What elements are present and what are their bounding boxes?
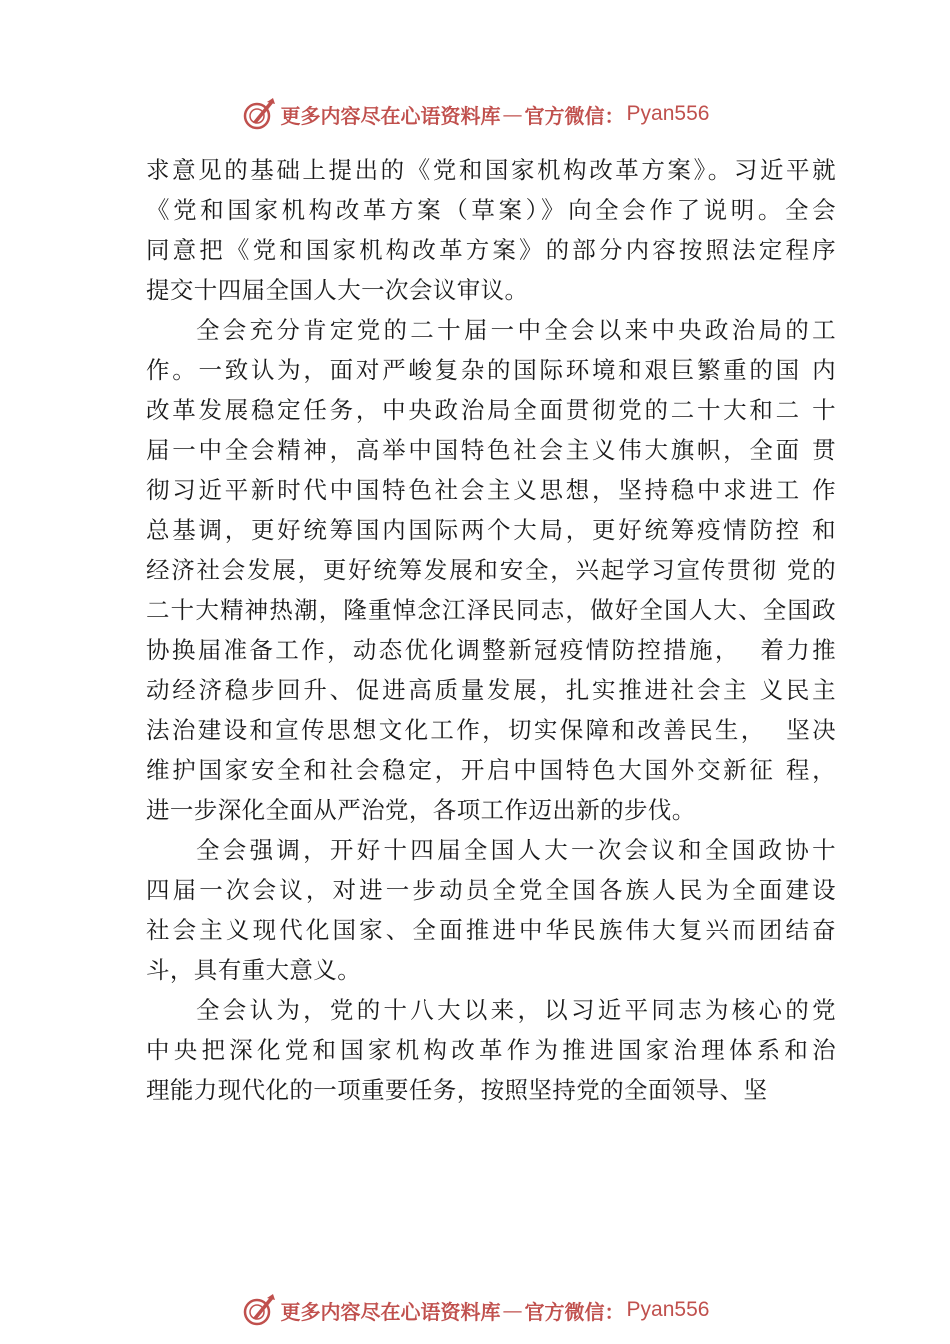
watermark-main-text: 更多内容尽在心语资料库 [280,103,501,128]
text-line: 改革发展稳定任务，中央政治局全面贯彻党的二十大和二 十 [146,396,836,424]
text-line: 协换届准备工作，动态优化调整新冠疫情防控措施， 着力推 [146,636,836,664]
text-line: 进一步深化全面从严治党，各项工作迈出新的步伐。 [146,796,696,824]
quill-seal-icon [241,96,277,132]
watermark-official-label: 官方微信： [524,1299,625,1324]
text-line: 提交十四届全国人大一次会议审议。 [146,276,529,304]
text-line: 动经济稳步回升、促进高质量发展，扎实推进社会主 义民主 [146,676,836,704]
watermark-official-label: 官方微信： [524,103,625,128]
text-line: 中央把深化党和国家机构改革作为推进国家治理体系和治 [146,1036,836,1064]
text-line: 理能力现代化的一项重要任务，按照坚持党的全面领导、坚 [146,1076,768,1104]
text-line: 四届一次会议，对进一步动员全党全国各族人民为全面建设 [146,876,836,904]
text-line: 全会强调，开好十四届全国人大一次会议和全国政协十 [196,836,836,864]
header-watermark [0,94,950,134]
text-line: 维护国家安全和社会稳定，开启中国特色大国外交新征 程， [146,756,836,784]
footer-watermark [0,1290,950,1330]
text-line: 总基调，更好统筹国内国际两个大局，更好统筹疫情防控 和 [146,516,836,544]
paragraph [146,310,836,830]
text-line: 《党和国家机构改革方案（草案）》向全会作了说明。全会 [146,196,836,224]
paragraph [146,830,836,990]
text-line: 全会充分肯定党的二十届一中全会以来中央政治局的工 [196,316,836,344]
text-line: 求意见的基础上提出的《党和国家机构改革方案》。习近平就 [146,156,836,184]
text-line: 法治建设和宣传思想文化工作，切实保障和改善民生， 坚决 [146,716,836,744]
text-line: 同意把《党和国家机构改革方案》的部分内容按照法定程序 [146,236,836,264]
text-line: 经济社会发展，更好统筹发展和安全，兴起学习宣传贯彻 党的 [146,556,836,584]
watermark-separator: — [502,1298,523,1322]
text-line: 社会主义现代化国家、全面推进中华民族伟大复兴而团结奋 [146,916,836,944]
text-line: 届一中全会精神，高举中国特色社会主义伟大旗帜，全面 贯 [146,436,836,464]
document-body [146,150,836,1110]
watermark-main-text: 更多内容尽在心语资料库 [280,1299,501,1324]
text-line: 作。一致认为，面对严峻复杂的国际环境和艰巨繁重的国 内 [146,356,836,384]
watermark-handle: Pyan556 [626,102,710,125]
watermark-separator: — [502,102,523,126]
text-line: 彻习近平新时代中国特色社会主义思想，坚持稳中求进工 作 [146,476,836,504]
quill-seal-icon [241,1292,277,1328]
watermark-handle: Pyan556 [626,1298,710,1321]
paragraph [146,990,836,1110]
text-line: 全会认为，党的十八大以来，以习近平同志为核心的党 [196,996,836,1024]
paragraph [146,150,836,310]
text-line: 二十大精神热潮，隆重悼念江泽民同志，做好全国人大、全国政 [146,596,836,624]
text-line: 斗，具有重大意义。 [146,956,362,984]
